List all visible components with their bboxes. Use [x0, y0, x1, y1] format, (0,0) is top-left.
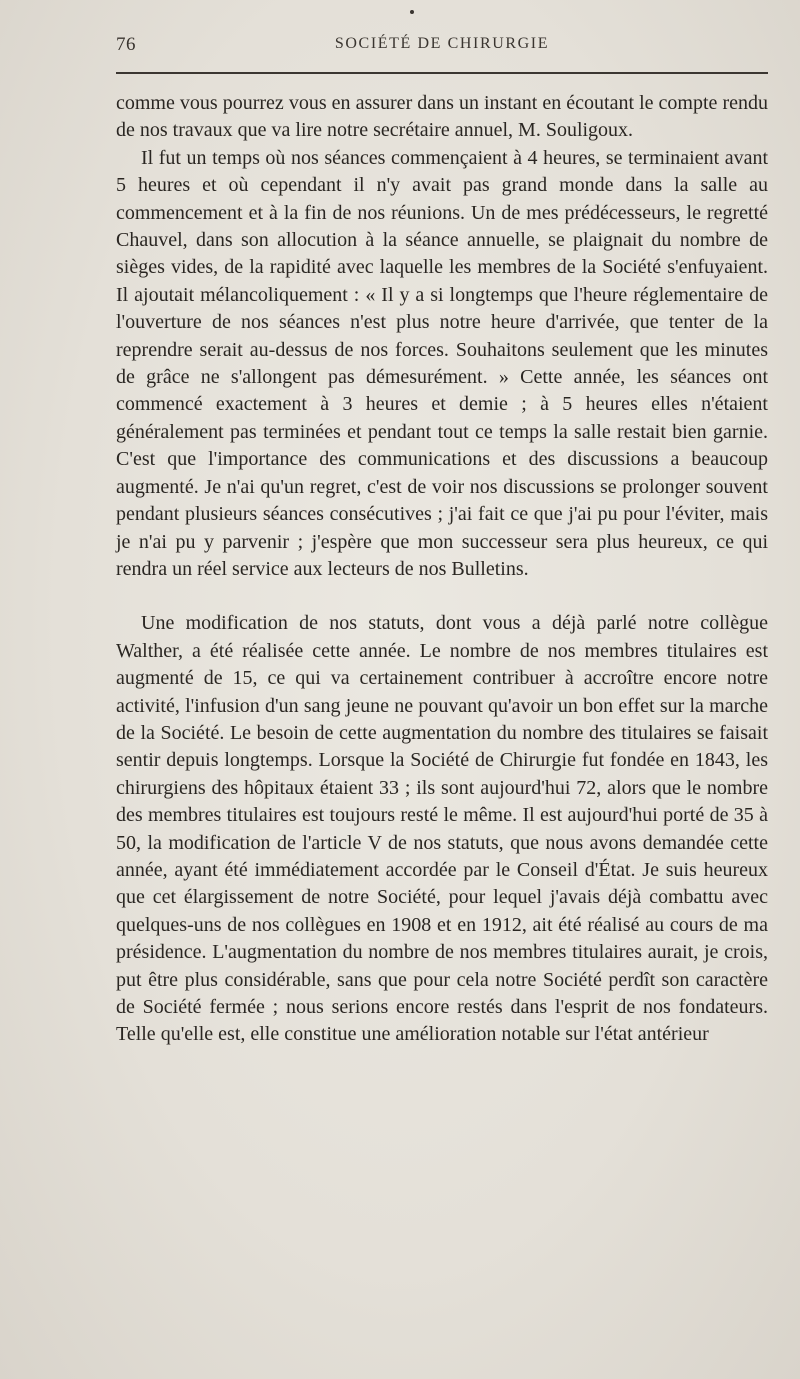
paragraph-statuts: Une modification de nos statuts, dont vous a déjà parlé notre collègue Walther, a été réalisée cette année. Le nombre de nos membres titulaires est augmenté de 15, ce qui va certainement contribuer à accroître encore notre activité, l'infusion d'un sang jeune ne pouvant qu'avoir un bon effet sur la marche de la Société. Le besoin de cette augmentation du nombre des titulaires se faisait sentir depuis longtemps. Lorsque la Société de Chirurgie fut fondée en 1843, les chirurgiens des hôpitaux étaient 33 ; ils sont aujourd'hui 72, alors que le nombre des membres titulaires est toujours resté le même. Il est aujourd'hui porté de 35 à 50, la modification de l'article V de nos statuts, que nous avons demandée cette année, ayant été immédiatement accordée par le Conseil d'État. Je suis heureux que cet élargissement de notre Société, pour lequel j'avais déjà combattu avec quelques-uns de nos collègues en 1908 et en 1912, ait été réalisé au cours de ma présidence. L'augmentation du nombre de nos membres titulaires aurait, je crois, put être plus considérable, sans que pour cela notre Société perdît son caractère de Société fermée ; nous serions encore restés dans l'esprit de nos fondateurs. Telle qu'elle est, elle constitue une amélioration notable sur l'état antérieur: [116, 612, 768, 1046]
page-header: [116, 34, 768, 58]
running-title: SOCIÉTÉ DE CHIRURGIE: [334, 35, 550, 52]
body-text: [116, 90, 768, 1049]
header-rule: [116, 72, 768, 74]
page-number: 76: [116, 34, 136, 55]
paragraph-continued: comme vous pourrez vous en assurer dans un instant en écoutant le compte rendu de nos travaux que va lire notre secrétaire annuel, M. Souligoux.: [116, 92, 768, 142]
paragraph-seances: Il fut un temps où nos séances commençaient à 4 heures, se terminaient avant 5 heures et où cependant il n'y avait pas grand monde dans la salle au commencement et à la fin de nos réunions. Un de mes prédécesseurs, le regretté Chauvel, dans son allocution à la séance annuelle, se plaignait du nombre de sièges vides, de la rapidité avec laquelle les membres de la Société s'enfuyaient. Il ajoutait mélancoliquement : « Il y a si longtemps que l'heure réglementaire de l'ouverture de nos séances n'est plus notre heure d'arrivée, que tenter de la reprendre serait au-dessus de nos forces. Souhaitons seulement que les minutes de grâce ne s'allongent pas démesurément. » Cette année, les séances ont commencé exactement à 3 heures et demie ; à 5 heures elles n'étaient généralement pas terminées et pendant tout ce temps la salle restait bien garnie. C'est que l'importance des communications et des discussions a beaucoup augmenté. Je n'ai qu'un regret, c'est de voir nos discussions se prolonger souvent pendant plusieurs séances consécutives ; j'ai fait ce que j'ai pu pour l'éviter, mais je n'ai pu y parvenir ; j'espère que mon successeur sera plus heureux, ce qui rendra un réel service aux lecteurs de nos Bulletins.: [116, 146, 768, 580]
ink-speck: [410, 10, 414, 14]
